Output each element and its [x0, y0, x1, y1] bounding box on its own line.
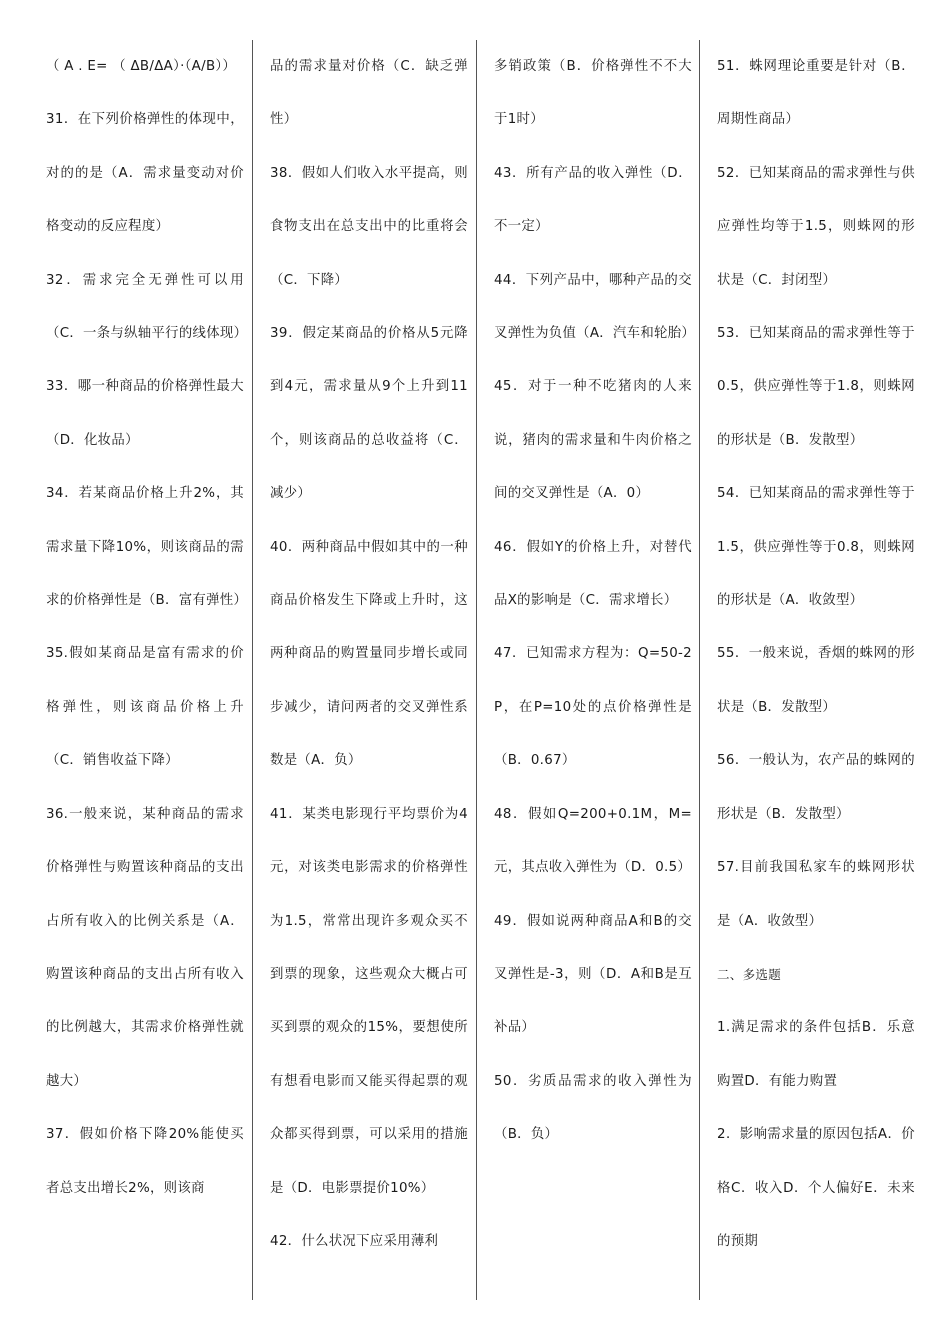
- question-37: 37．假如价格下降20%能使买者总支出增长2%，则该商: [46, 1127, 244, 1196]
- question-34: 34．若某商品价格上升2%，其需求量下降10%，则该商品的需求的价格弹性是（B．富有弹性）: [46, 486, 248, 609]
- question-37-continued: 品的需求量对价格（C．缺乏弹性）: [270, 59, 468, 128]
- question-53: 53．已知某商品的需求弹性等于0.5，供应弹性等于1.8，则蛛网的形状是（B．发散型）: [717, 326, 915, 448]
- question-55: 55．一般来说，香烟的蛛网的形状是（B．发散型）: [717, 646, 915, 715]
- column-divider: [476, 40, 477, 1300]
- question-45: 45．对于一种不吃猪肉的人来说，猪肉的需求量和牛肉价格之间的交叉弹性是（A．0）: [494, 379, 692, 502]
- question-38: 38．假如人们收入水平提高，则食物支出在总支出中的比重将会（C．下降）: [270, 165, 468, 288]
- question-39: 39．假定某商品的价格从5元降到4元，需求量从9个上升到11个，则该商品的总收益将（C．减少）: [270, 326, 468, 502]
- question-36: 36.一般来说，某种商品的需求价格弹性与购置该种商品的支出占所有收入的比例关系是（A．购置该种商品的支出占所有收入的比例越大，其需求价格弹性就越大）: [46, 806, 244, 1089]
- multi-question-2: 2．影响需求量的原因包括A．价格C．收入D．个人偏好E．未来的预期: [717, 1127, 915, 1249]
- question-32: 32．需求完全无弹性可以用（C．一条与纵轴平行的线体现）: [46, 272, 248, 342]
- question-52: 52．已知某商品的需求弹性与供应弹性均等于1.5，则蛛网的形状是（C．封闭型）: [717, 165, 915, 288]
- question-49: 49．假如说两种商品A和B的交叉弹性是-3，则（D．A和B是互补品）: [494, 913, 692, 1036]
- question-40: 40．两种商品中假如其中的一种商品价格发生下降或上升时，这两种商品的购置量同步增长或同步减少，请问两者的交叉弹性系数是（A．负）: [270, 539, 468, 769]
- question-41: 41．某类电影现行平均票价为4元，对该类电影需求的价格弹性为1.5，常常出现许多观众买不到票的现象，这些观众大概占可买到票的观众的15%，要想使所有想看电影而又能买得起票的观众都买得到票，可以采用的措施是（D．电影票提价10%）: [270, 806, 468, 1196]
- question-56: 56．一般认为，农产品的蛛网的形状是（B．发散型）: [717, 753, 915, 822]
- question-50: 50．劣质品需求的收入弹性为（B．负）: [494, 1073, 692, 1143]
- question-44: 44．下列产品中，哪种产品的交叉弹性为负值（A．汽车和轮胎）: [494, 272, 696, 342]
- question-33: 33．哪一种商品的价格弹性最大（D．化妆品）: [46, 379, 244, 448]
- column-divider: [699, 40, 700, 1300]
- question-42: 42．什么状况下应采用薄利: [270, 1233, 439, 1249]
- question-48: 48．假如Q=200+0.1M，M=元，其点收入弹性为（D．0.5）: [494, 806, 692, 876]
- question-47: 47．已知需求方程为：Q=50-2P，在P=10处的点价格弹性是（B．0.67）: [494, 646, 692, 769]
- question-46: 46．假如Y的价格上升，对替代品X的影响是（C．需求增长）: [494, 539, 692, 609]
- question-43: 43．所有产品的收入弹性（D．不一定）: [494, 165, 692, 235]
- question-42-continued: 多销政策（B．价格弹性不不大于1时）: [494, 59, 692, 128]
- answer-fragment: （ A . E= （ ΔB/ΔA）·（A/B））: [46, 59, 237, 74]
- question-54: 54．已知某商品的需求弹性等于1.5，供应弹性等于0.8，则蛛网的形状是（A．收敛型）: [717, 486, 915, 609]
- multi-question-1: 1.满足需求的条件包括B．乐意购置D．有能力购置: [717, 1020, 915, 1089]
- text-column-2: [270, 40, 468, 1268]
- text-column-1: [46, 40, 248, 1215]
- text-column-3: [494, 40, 696, 1162]
- question-57: 57.目前我国私家车的蛛网形状是（A．收敛型）: [717, 860, 915, 929]
- question-51: 51．蛛网理论重要是针对（B．周期性商品）: [717, 59, 915, 128]
- question-31: 31．在下列价格弹性的体现中，对的的是（A．需求量变动对价格变动的反应程度）: [46, 112, 244, 235]
- section-heading-multiple-choice: 二、多选题: [717, 966, 782, 982]
- question-35: 35.假如某商品是富有需求的价格弹性，则该商品价格上升（C．销售收益下降）: [46, 646, 244, 769]
- text-column-4: [717, 40, 915, 1268]
- column-divider: [252, 40, 253, 1300]
